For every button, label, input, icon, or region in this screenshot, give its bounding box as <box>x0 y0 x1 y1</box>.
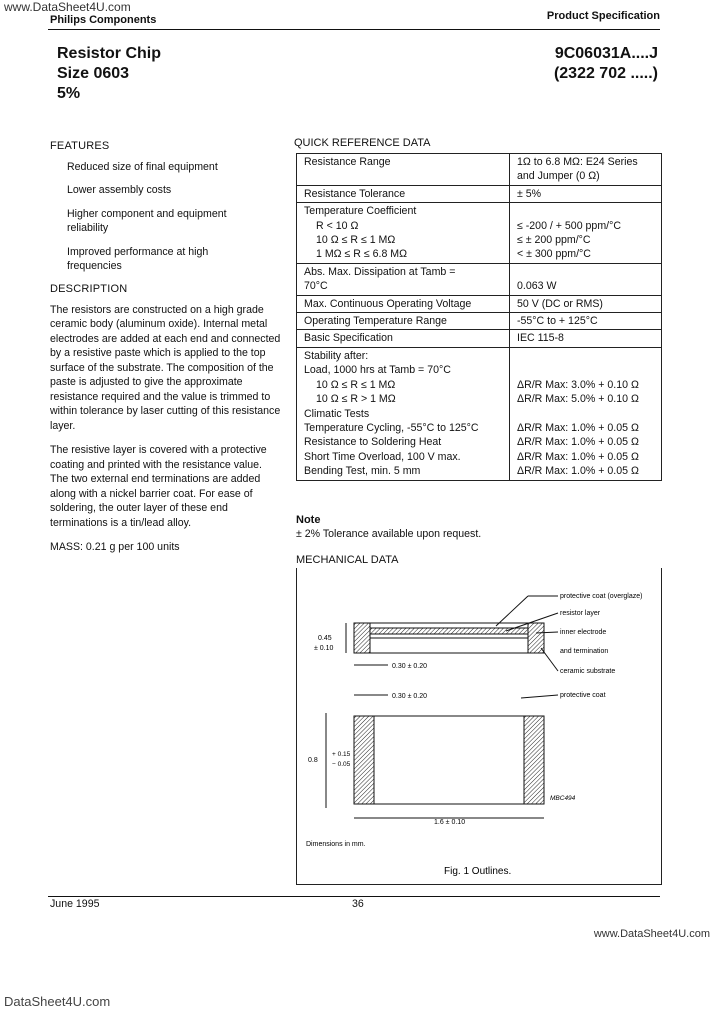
features-section <box>50 139 282 283</box>
description-section <box>50 282 282 555</box>
label-resistor-layer: resistor layer <box>560 610 601 617</box>
value-text: ± 5% <box>517 187 542 200</box>
value-text: ΔR/R Max: 1.0% + 0.05 Ω <box>517 465 639 478</box>
param-cell <box>297 185 510 202</box>
quick-ref-table <box>296 153 662 481</box>
label-ceramic-substrate: ceramic substrate <box>560 668 616 675</box>
top-protective-coat <box>374 716 524 804</box>
mechanical-heading: MECHANICAL DATA <box>296 554 399 566</box>
spec-label: Product Specification <box>546 10 660 22</box>
feature-item: Higher component and equipment reliability <box>67 207 227 234</box>
param-cell <box>297 313 510 330</box>
table-row <box>297 295 662 312</box>
param-text: Short Time Overload, 100 V max. <box>304 450 461 463</box>
value-cell <box>510 154 662 186</box>
watermark-top[interactable]: www.DataSheet4U.com <box>4 0 131 14</box>
table-row <box>297 313 662 330</box>
param-text: Max. Continuous Operating Voltage <box>304 297 472 310</box>
table-row <box>297 203 662 264</box>
watermark-bottom-left[interactable]: DataSheet4U.com <box>4 994 111 1009</box>
features-heading: FEATURES <box>50 140 110 152</box>
part-number <box>554 44 658 84</box>
param-text: Resistance to Soldering Heat <box>304 436 442 449</box>
value-cell <box>510 185 662 202</box>
value-text <box>517 349 657 363</box>
mass-text: MASS: 0.21 g per 100 units <box>50 541 180 553</box>
title-line: 5% <box>57 85 81 102</box>
note-heading: Note <box>296 514 321 526</box>
value-text <box>517 407 657 421</box>
table-row <box>297 330 662 347</box>
label-protective-overglaze: protective coat (overglaze) <box>560 593 643 600</box>
leader-line <box>541 648 558 671</box>
label-protective-coat: protective coat <box>560 692 606 699</box>
value-text: ΔR/R Max: 1.0% + 0.05 Ω <box>517 421 639 434</box>
value-text: 50 V (DC or RMS) <box>517 297 603 310</box>
part-line: 9C06031A....J <box>554 45 658 62</box>
dim-08-plus: + 0.15 <box>332 751 351 758</box>
footer-date: June 1995 <box>50 898 100 910</box>
value-text <box>517 265 657 279</box>
watermark-bottom-right[interactable]: www.DataSheet4U.com <box>593 928 710 940</box>
value-cell <box>510 347 662 480</box>
description-paragraph: The resistors are constructed on a high grade ceramic body (aluminum oxide). Internal metal electrodes are added at each end and connected by a resistive paste which is applied to the top surface of the substrate. The composition of the paste is adjusted to give the approximate resistance required and the value is trimmed to within tolerance by laser cutting of this resistance layer. <box>50 303 281 432</box>
table-row <box>297 154 662 186</box>
feature-item: Reduced size of final equipment <box>67 160 218 173</box>
param-text: Abs. Max. Dissipation at Tamb = <box>304 265 456 278</box>
part-line: (2322 702 .....) <box>553 65 658 82</box>
table-row <box>297 263 662 295</box>
value-cell <box>510 203 662 264</box>
table-row <box>297 347 662 480</box>
page-number: 36 <box>352 898 364 910</box>
top-view <box>326 713 544 818</box>
header-rule <box>48 29 660 30</box>
dim-045-tol: ± 0.10 <box>314 645 334 652</box>
resistor-layer-shape <box>370 628 528 634</box>
value-text: IEC 115-8 <box>517 332 564 345</box>
value-text: ΔR/R Max: 1.0% + 0.05 Ω <box>517 436 639 449</box>
dim-045: 0.45 <box>318 635 332 642</box>
label-and-termination: and termination <box>560 648 609 655</box>
param-text: Temperature Coefficient <box>304 205 417 218</box>
figure-caption: Fig. 1 Outlines. <box>444 866 512 877</box>
param-text: Operating Temperature Range <box>304 315 447 328</box>
value-text: and Jumper (0 Ω) <box>517 170 600 183</box>
leader-line <box>521 695 558 698</box>
note-text: ± 2% Tolerance available upon request. <box>296 528 482 540</box>
description-heading: DESCRIPTION <box>50 283 128 295</box>
param-text: 1 MΩ ≤ R ≤ 6.8 MΩ <box>316 248 408 261</box>
param-cell <box>297 154 510 186</box>
param-text: Stability after: <box>304 349 369 362</box>
outline-drawing <box>296 568 660 884</box>
value-cell <box>510 295 662 312</box>
param-text: 10 Ω ≤ R ≤ 1 MΩ <box>316 378 396 391</box>
value-text: -55°C to + 125°C <box>517 315 598 328</box>
value-text: ≤ -200 / + 500 ppm/°C <box>517 219 621 232</box>
drawing-code: MBC494 <box>550 795 576 802</box>
param-text: Basic Specification <box>304 332 393 345</box>
param-text: R < 10 Ω <box>316 219 359 232</box>
dim-08-minus: − 0.05 <box>332 761 351 768</box>
value-cell <box>510 313 662 330</box>
value-text <box>517 363 657 377</box>
title-line: Size 0603 <box>57 65 130 82</box>
dim-08: 0.8 <box>308 757 318 764</box>
value-text: < ± 300 ppm/°C <box>517 248 591 261</box>
value-text: 1Ω to 6.8 MΩ: E24 Series <box>517 156 638 168</box>
table-row <box>297 185 662 202</box>
company-name: Philips Components <box>50 14 157 26</box>
param-text: Climatic Tests <box>304 407 370 420</box>
dim-16: 1.6 ± 0.10 <box>434 819 466 826</box>
side-view <box>346 623 544 695</box>
param-text: Bending Test, min. 5 mm <box>304 465 421 478</box>
param-text: Resistance Range <box>304 156 391 168</box>
left-termination <box>354 623 370 653</box>
param-cell <box>297 330 510 347</box>
param-text: Load, 1000 hrs at Tamb = 70°C <box>304 364 451 377</box>
label-inner-electrode: inner electrode <box>560 629 607 636</box>
value-text: ΔR/R Max: 1.0% + 0.05 Ω <box>517 450 639 463</box>
quick-ref-heading: QUICK REFERENCE DATA <box>294 137 431 149</box>
param-cell <box>297 203 510 264</box>
title-line: Resistor Chip <box>57 45 162 62</box>
description-paragraph: The resistive layer is covered with a protective coating and printed with the resistance value. The two external end terminations are added along with a nickel barrier coat. For ease of soldering, the outer layer of these end terminations is a tin/lead alloy. <box>50 444 267 529</box>
param-cell <box>297 347 510 480</box>
dim-030a: 0.30 ± 0.20 <box>392 663 427 670</box>
value-text: ≤ ± 200 ppm/°C <box>517 234 591 247</box>
value-text: 0.063 W <box>517 280 557 293</box>
param-text: Resistance Tolerance <box>304 187 406 200</box>
value-cell <box>510 263 662 295</box>
feature-item: Improved performance at high frequencies <box>67 245 209 272</box>
dim-030b: 0.30 ± 0.20 <box>392 693 427 700</box>
param-text: 10 Ω ≤ R > 1 MΩ <box>316 393 396 406</box>
right-pad <box>524 716 544 804</box>
param-text: 10 Ω ≤ R ≤ 1 MΩ <box>316 234 396 247</box>
value-cell <box>510 330 662 347</box>
footer-rule <box>48 896 660 897</box>
param-text: 70°C <box>304 280 328 293</box>
left-pad <box>354 716 374 804</box>
units-note: Dimensions in mm. <box>306 841 366 848</box>
value-text <box>517 204 657 218</box>
param-text: Temperature Cycling, -55°C to 125°C <box>304 421 479 434</box>
leader-line <box>496 596 528 626</box>
value-text: ΔR/R Max: 3.0% + 0.10 Ω <box>517 378 639 391</box>
feature-item: Lower assembly costs <box>67 184 172 196</box>
product-title <box>57 44 161 104</box>
value-text: ΔR/R Max: 5.0% + 0.10 Ω <box>517 393 639 406</box>
param-cell <box>297 263 510 295</box>
param-cell <box>297 295 510 312</box>
